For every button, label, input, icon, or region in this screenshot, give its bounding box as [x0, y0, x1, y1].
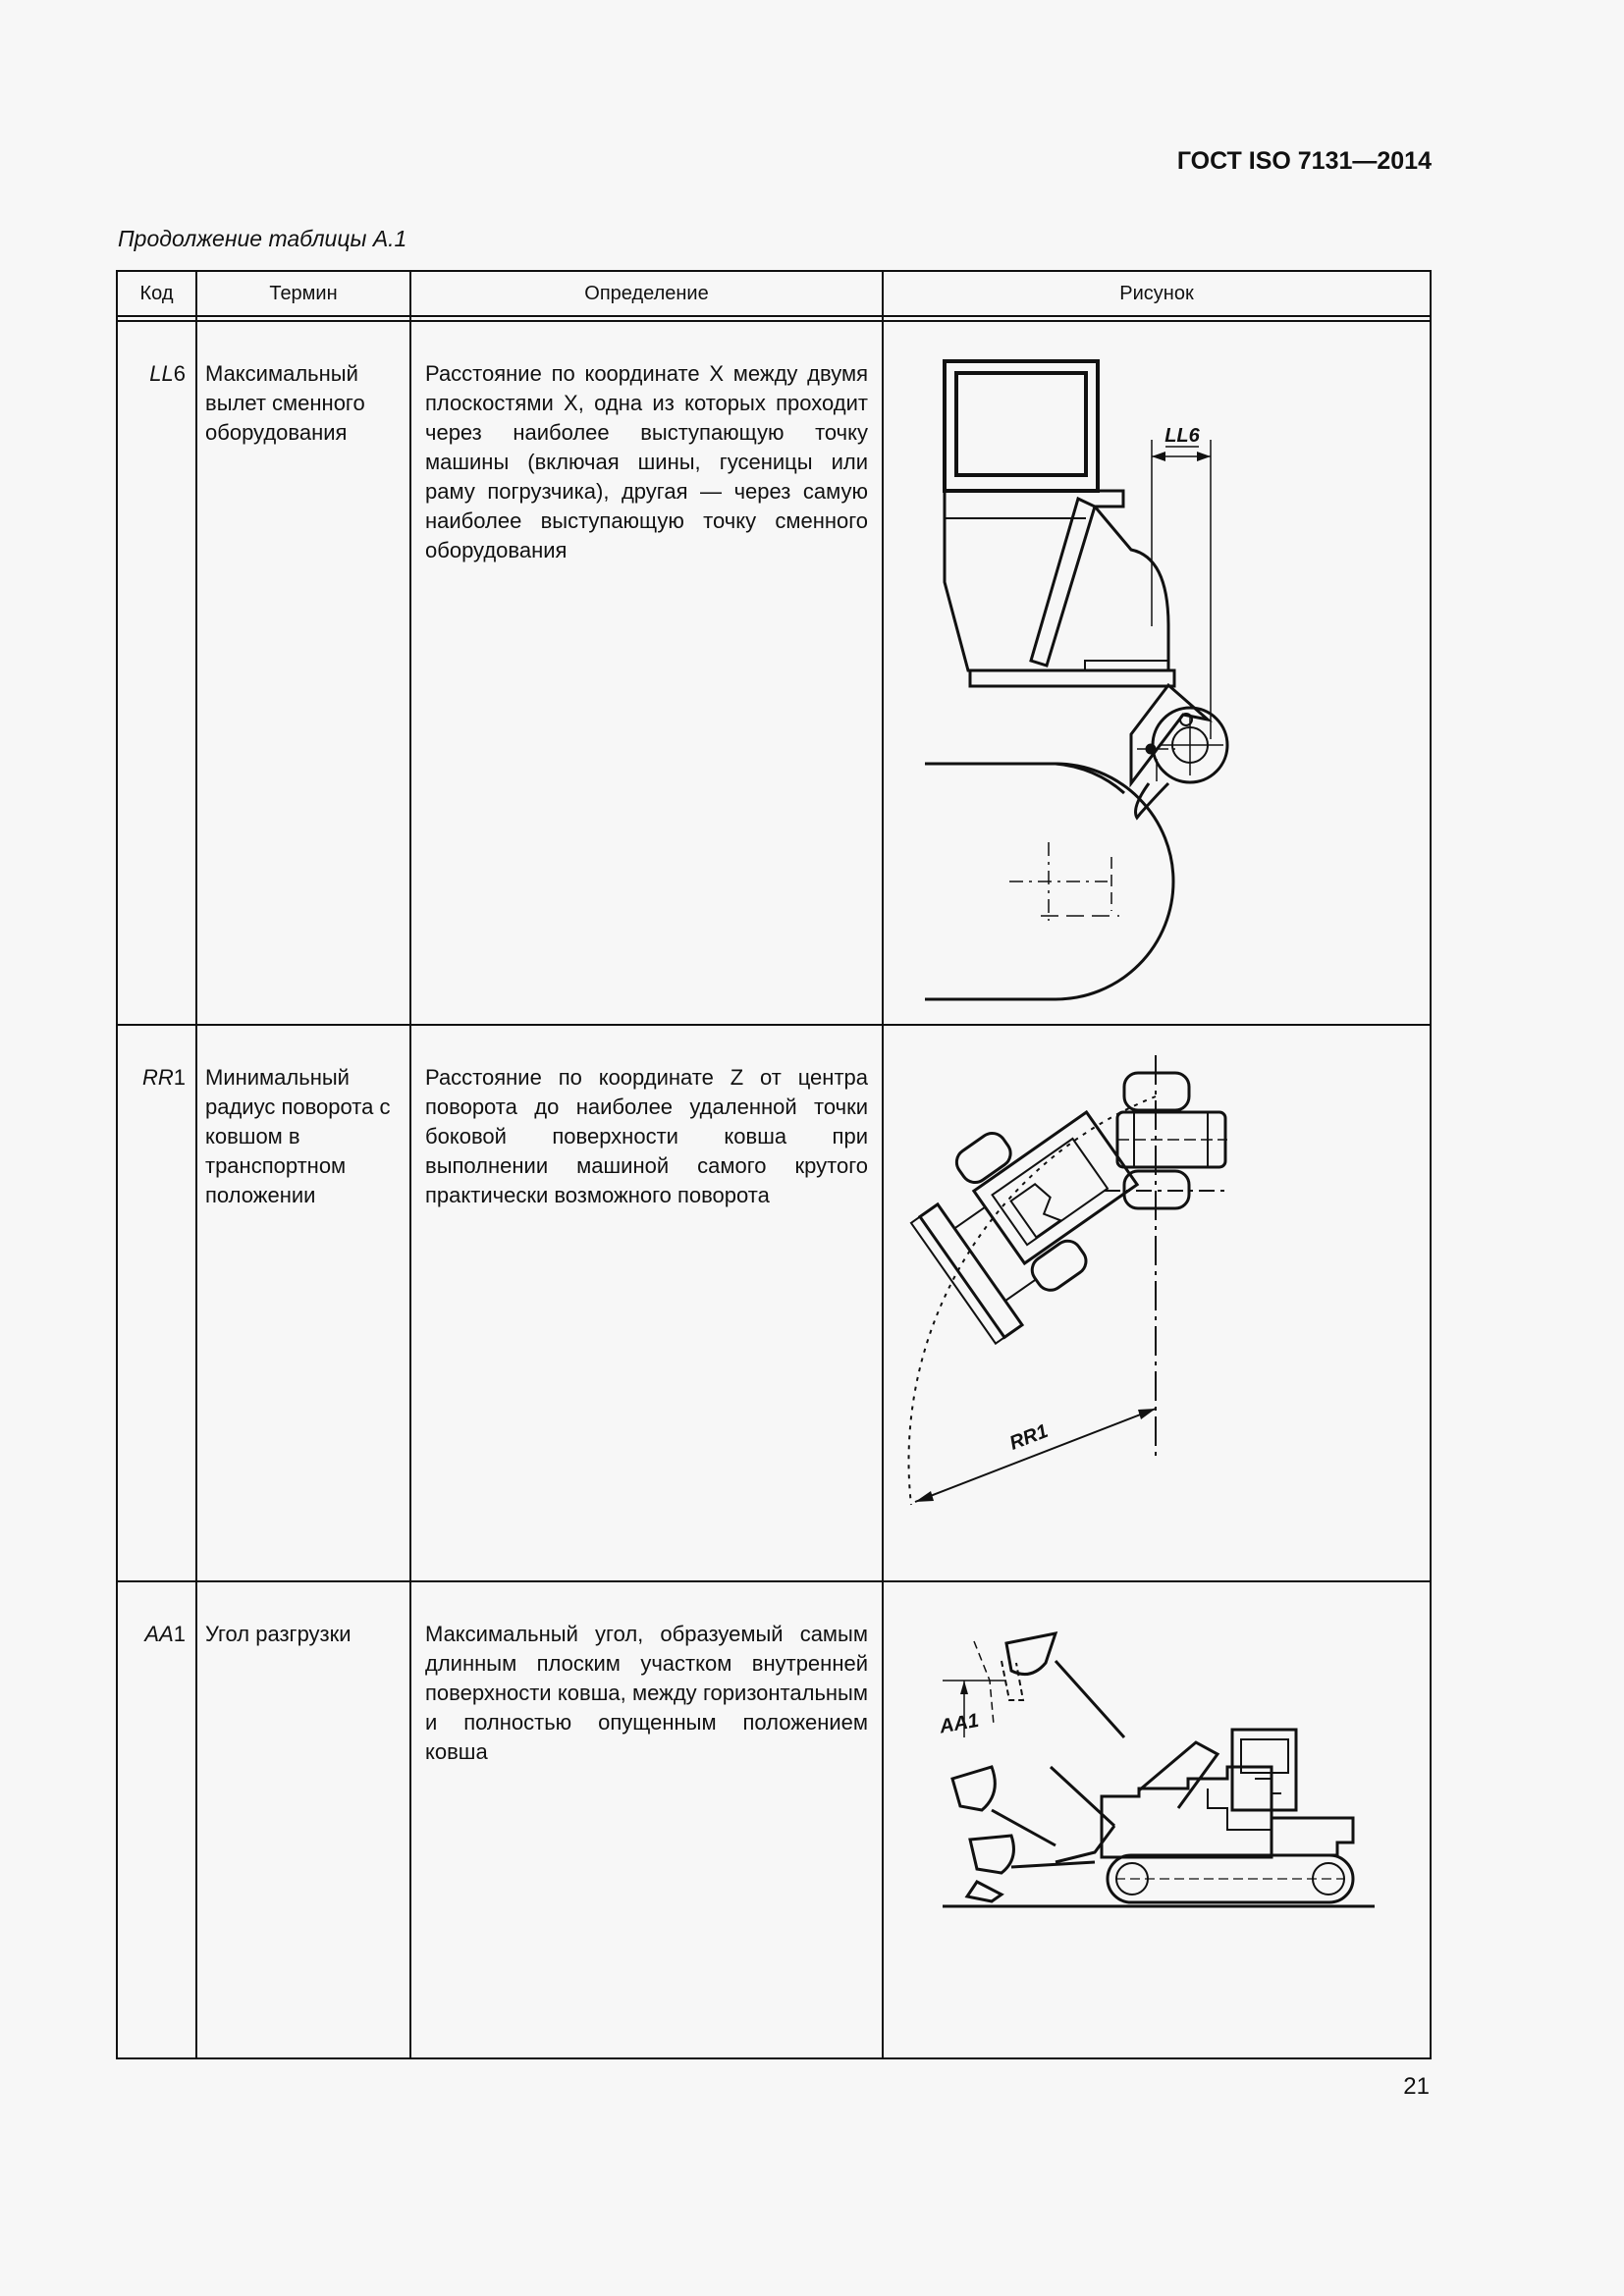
figure-dim-label: LL6	[1164, 425, 1200, 447]
code-suffix: 1	[173, 1622, 186, 1646]
page-number: 21	[1403, 2073, 1430, 2100]
standard-number: ГОСТ ISO 7131—2014	[1176, 147, 1432, 175]
row-code	[117, 1581, 196, 2058]
dump-angle-figure	[884, 1582, 1430, 2057]
code-prefix: RR	[141, 1065, 174, 1090]
row-figure	[883, 1581, 1431, 2058]
row-definition: Максимальный угол, образуемый самым длинным плоским участком внутренней поверхности ковша, между горизонтальным и полностью опущенным положением ковша	[410, 1581, 883, 2058]
row-code	[117, 321, 196, 1025]
row-term: Угол разгрузки	[196, 1581, 410, 2058]
definitions-table	[116, 270, 1432, 2059]
code-prefix: AA	[144, 1622, 174, 1646]
table-row	[117, 1025, 1431, 1581]
table-row	[117, 1581, 1431, 2058]
code-prefix: LL	[149, 361, 174, 386]
row-definition: Расстояние по координате Z от центра поворота до наиболее удаленной точки боковой поверхности ковша при выполнении машиной самого крутого практически возможного поворота	[410, 1025, 883, 1581]
row-term: Минимальный радиус поворота с ковшом в транспортном положении	[196, 1025, 410, 1581]
turning-radius-figure	[884, 1026, 1430, 1580]
table-caption: Продолжение таблицы А.1	[118, 226, 407, 251]
code-suffix: 6	[173, 361, 186, 386]
code-suffix: 1	[173, 1065, 186, 1090]
loader-reach-figure	[884, 322, 1430, 1024]
table-row	[117, 321, 1431, 1025]
header-code: Код	[117, 271, 196, 316]
table-header-row	[117, 271, 1431, 316]
row-figure	[883, 321, 1431, 1025]
header-figure: Рисунок	[883, 271, 1431, 316]
header-term: Термин	[196, 271, 410, 316]
figure-dim-label: AA1	[938, 1709, 981, 1738]
row-term: Максимальный вылет сменного оборудования	[196, 321, 410, 1025]
row-figure	[883, 1025, 1431, 1581]
row-code	[117, 1025, 196, 1581]
row-definition: Расстояние по координате X между двумя плоскостями X, одна из которых проходит через наиболее выступающую точку машины (включая шины, гусеницы или раму погрузчика), другая — через самую наиболее выступающую точку сменного оборудования	[410, 321, 883, 1025]
header-definition: Определение	[410, 271, 883, 316]
figure-dim-label: RR1	[1006, 1419, 1052, 1455]
